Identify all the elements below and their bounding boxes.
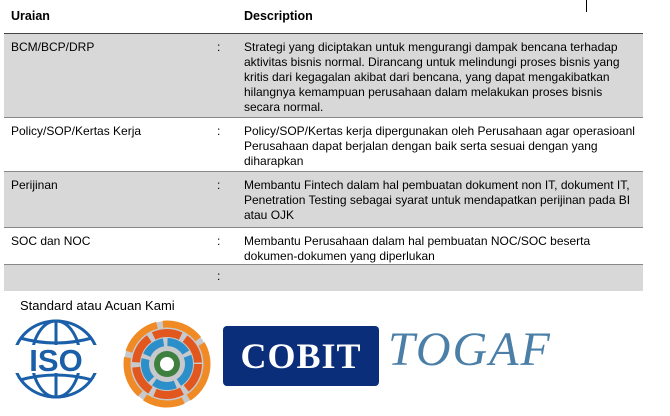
togaf-logo: TOGAF xyxy=(388,323,552,376)
table-header-row xyxy=(4,4,643,34)
header-spacer xyxy=(217,4,244,34)
row-colon: : xyxy=(217,34,244,118)
row-label: BCM/BCP/DRP xyxy=(4,34,217,118)
row-label xyxy=(4,265,217,292)
iso-globe-logo xyxy=(11,318,101,400)
framework-wheel-logo xyxy=(122,319,212,409)
standards-title: Standard atau Acuan Kami xyxy=(20,298,175,313)
row-description xyxy=(244,265,643,292)
row-description: Membantu Perusahaan dalam hal pembuatan NOC/SOC beserta dokumen-dokumen yang diperlukan xyxy=(244,228,643,265)
row-colon: : xyxy=(217,172,244,228)
row-description: Policy/SOP/Kertas kerja dipergunakan oleh Perusahaan agar operasioanl Perusahaan dapat berjalan dengan baik serta sesuai dengan yang diharapkan xyxy=(244,118,643,172)
row-label: Perijinan xyxy=(4,172,217,228)
row-colon: : xyxy=(217,118,244,172)
cobit-logo-text: COBIT xyxy=(240,336,362,376)
row-label: Policy/SOP/Kertas Kerja xyxy=(4,118,217,172)
header-uraian: Uraian xyxy=(4,4,217,34)
table-row xyxy=(4,228,643,265)
table-row xyxy=(4,265,643,292)
row-colon: : xyxy=(217,265,244,292)
table-row xyxy=(4,172,643,228)
row-description: Membantu Fintech dalam hal pembuatan dokument non IT, dokument IT, Penetration Testing sebagai syarat untuk mendapatkan perijinan pada BI atau OJK xyxy=(244,172,643,228)
description-table xyxy=(4,4,643,291)
table-row xyxy=(4,34,643,118)
iso-logo-text: ISO xyxy=(29,343,83,378)
row-colon: : xyxy=(217,228,244,265)
header-description: Description xyxy=(244,4,643,34)
row-description: Strategi yang diciptakan untuk mengurangi dampak bencana terhadap aktivitas bisnis normal. Dirancang untuk melindungi proses bisnis yang kritis dari kegagalan akibat dari bencana, yang dapat mengakibatkan hilangnya kemampuan perusahaan dalam melakukan proses bisnis secara normal. xyxy=(244,34,643,118)
table-row xyxy=(4,118,643,172)
row-label: SOC dan NOC xyxy=(4,228,217,265)
cobit-logo xyxy=(223,326,379,386)
